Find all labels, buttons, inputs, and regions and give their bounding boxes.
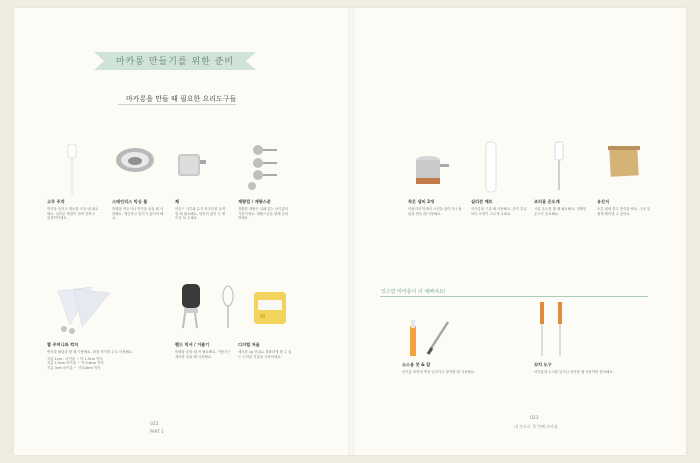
item-desc: 재료를 1g 단위로 정확하게 잴 수 있는 디지털 저울을 사용하세요. xyxy=(238,350,292,359)
subtitle-rule xyxy=(118,104,236,105)
item-skewer xyxy=(534,362,652,375)
item-measuring xyxy=(238,199,290,221)
item-title: 체 xyxy=(175,199,180,204)
item-silicone-mat xyxy=(471,199,527,216)
item-title: 고무 주걱 xyxy=(47,199,65,204)
mixing-bowl-photo xyxy=(114,146,156,180)
item-parchment xyxy=(597,199,653,216)
right-running-footer: 내 손으로 첫 번째 마카롱 xyxy=(514,424,558,429)
item-desc: 반죽을 섞거나 재료를 모을 때 필요해요. 실리콘 재질이 열에 강하고 위생적이에요. xyxy=(47,207,99,221)
item-sieve xyxy=(175,199,227,221)
item-title: 소스용 붓 & 칼 xyxy=(402,362,431,367)
section-ribbon xyxy=(92,48,258,74)
right-page xyxy=(351,8,686,455)
gutter xyxy=(348,8,354,455)
thermometer-photo xyxy=(552,140,566,192)
piping-bags-photo xyxy=(52,285,116,335)
small-pot-photo xyxy=(412,152,450,190)
item-title: 꼬치 도구 xyxy=(534,362,552,367)
tip-size-3: 지름 3cm 마카롱 ~ 약 0.8cm 깍지 xyxy=(47,366,101,371)
item-small-pot xyxy=(408,199,464,216)
item-title: 스테인리스 믹싱 볼 xyxy=(112,199,148,204)
item-scale xyxy=(238,342,294,359)
item-title: 유산지 xyxy=(597,199,610,204)
item-piping-bag xyxy=(47,342,157,371)
item-desc: 반죽과 필링을 짤 때 사용해요. 원형 깍지를 주로 사용해요. xyxy=(47,350,134,354)
item-desc: 마카롱 표면에 색을 입히거나 장식할 때 사용해요. xyxy=(402,370,476,374)
section-divider xyxy=(380,296,648,297)
item-desc: 머랭을 올릴 때 꼭 필요해요. 거품기는 재료를 섞을 때 사용해요. xyxy=(175,350,231,359)
item-mixer xyxy=(175,342,231,359)
tip-size-1: 지름 1cm - 마카롱 ~ 약 1.5cm 깍지 xyxy=(47,356,103,361)
item-desc: 오븐 팬에 깔고 반죽을 짜요. 구운 뒤 쉽게 떼어낼 수 있어요. xyxy=(597,207,651,216)
item-desc: 마카롱에 무늬를 넣거나 장식할 때 사용하면 편리해요. xyxy=(534,370,614,374)
item-desc: 이탈리안 머랭의 시럽을 끓이거나 필링을 만들 때 사용해요. xyxy=(408,207,462,216)
sieve-photo xyxy=(172,150,208,180)
item-desc: 마카롱을 구울 때 사용해요. 종이 호일보다 모양이 고르게 나와요. xyxy=(471,207,527,216)
tip-size-2: 지름 1.5cm 마카롱 ~ 약 0.8cm 깍지 xyxy=(47,361,104,366)
scale-photo xyxy=(252,290,288,326)
optional-tools-heading: 있으면 마카롱이 더 예뻐져요! xyxy=(381,289,446,295)
item-title: 작은 냄비 2개 xyxy=(408,199,435,204)
skewer-photo xyxy=(534,300,570,360)
item-spatula xyxy=(47,199,99,221)
spatula-photo xyxy=(66,144,78,196)
right-page-number: 023 xyxy=(530,416,539,421)
brush-knife-photo xyxy=(402,312,452,360)
item-title: 핸드 믹서 / 거품기 xyxy=(175,342,210,347)
item-mixing-bowl xyxy=(112,199,164,221)
section-title: 마카롱 만들기를 위한 준비 xyxy=(115,57,235,67)
item-desc: 아몬드 가루와 슈거 파우더를 곱게 칠 때 필요해요. 덩어리 없이 두 번 이상 쳐 주세요. xyxy=(175,207,226,221)
mixer-photo xyxy=(170,282,242,332)
page-subtitle: 마카롱을 만들 때 필요한 요리도구들 xyxy=(126,95,237,103)
item-title: 조리용 온도계 xyxy=(534,199,560,204)
measuring-cups-photo xyxy=(244,142,292,192)
item-brush-knife xyxy=(402,362,520,375)
left-page xyxy=(14,8,351,455)
left-running-footer: PART 1 xyxy=(150,429,164,434)
item-title: 짤 주머니와 깍지 xyxy=(47,342,79,347)
item-thermometer xyxy=(534,199,590,216)
left-page-number: 022 xyxy=(150,422,159,427)
item-title: 계량컵 / 계량스푼 xyxy=(238,199,271,204)
item-desc: 머랭을 만들거나 반죽을 섞을 때 사용해요. 깨끗하고 물기가 없어야 해요. xyxy=(112,207,164,221)
item-title: 실리콘 매트 xyxy=(471,199,493,204)
parchment-photo xyxy=(606,142,644,182)
item-desc: 정확한 계량은 실패 없는 마카롱의 기본이에요. 계량스푼을 함께 준비하세요. xyxy=(238,207,289,221)
item-desc: 시럽 온도를 잴 때 필요해요. 정확한 온도가 중요해요. xyxy=(534,207,587,216)
item-title: 디지털 저울 xyxy=(238,342,260,347)
silicone-mat-photo xyxy=(480,140,502,196)
